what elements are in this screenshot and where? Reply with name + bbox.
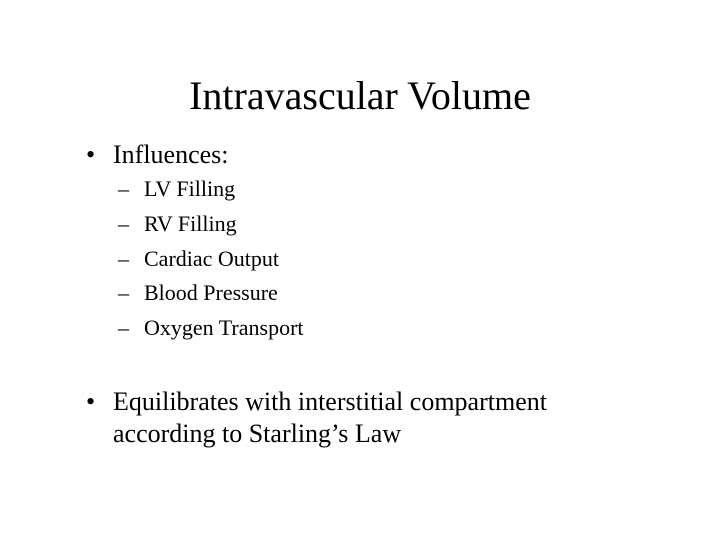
influences-sublist (118, 175, 618, 349)
sub-item-text: Blood Pressure (144, 280, 278, 306)
bullet-marker: • (86, 140, 96, 169)
sub-item-text: RV Filling (144, 210, 237, 236)
sub-item-text: Cardiac Output (144, 245, 280, 271)
dash-marker: – (118, 176, 129, 201)
slide-title: Intravascular Volume (189, 73, 531, 118)
dash-marker: – (118, 315, 129, 341)
sub-item-lv-filling (118, 175, 618, 210)
dash-marker: – (118, 280, 129, 306)
bullet-influences (86, 139, 646, 171)
bullet-marker: • (86, 387, 96, 416)
dash-marker: – (118, 210, 129, 236)
bullet-text: Influences: (113, 140, 229, 169)
sub-item-blood-pressure (118, 279, 618, 314)
sub-item-text: Oxygen Transport (144, 315, 304, 341)
sub-item-text: LV Filling (144, 176, 236, 201)
dash-marker: – (118, 245, 129, 271)
sub-item-cardiac-output (118, 245, 618, 280)
bullet-equilibrates (86, 386, 646, 450)
bullet-text-line-2: according to Starling’s Law (113, 419, 402, 448)
sub-item-oxygen-transport (118, 314, 618, 349)
sub-item-rv-filling (118, 210, 618, 245)
bullet-text-line-1: Equilibrates with interstitial compartment (113, 387, 547, 416)
